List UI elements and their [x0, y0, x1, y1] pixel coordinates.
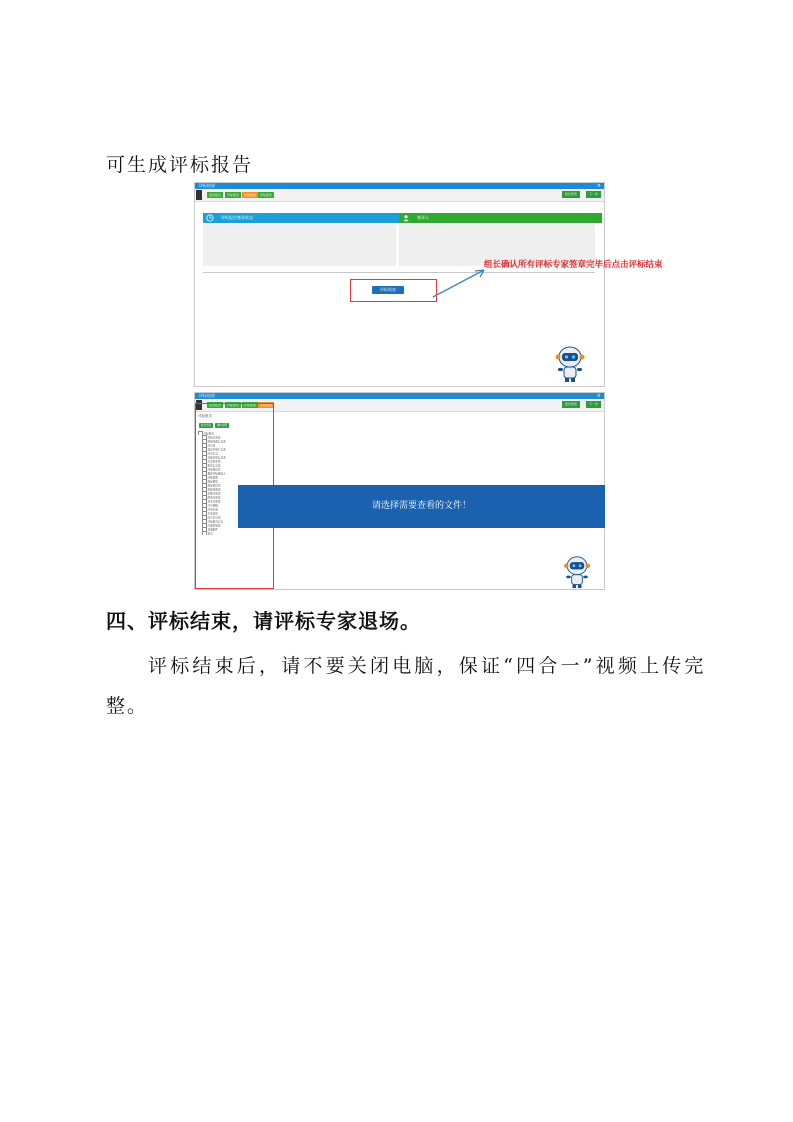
- window-title: 评标结果: [199, 393, 215, 398]
- window-title: 评标结果: [199, 183, 215, 188]
- tree-item-label: 专家签字表: [207, 460, 221, 463]
- app-logo-icon: [196, 190, 202, 200]
- tree-item-label: 初步评审汇总表: [207, 448, 226, 451]
- instructions-button[interactable]: 操作说明: [216, 424, 228, 427]
- tree-item-label: 详细评审汇总表: [207, 456, 226, 459]
- tree-item-label: 报价汇总表: [207, 464, 221, 467]
- tree-item-label: 开标记录表: [207, 436, 221, 439]
- tree-item-label: 综合评分表: [207, 516, 221, 519]
- screenshot-report-status: [194, 182, 605, 387]
- select-file-banner: 请选择需要查看的文件！: [238, 485, 605, 528]
- tab-quote-report[interactable]: 报价报告: [209, 403, 222, 407]
- section-heading: 四、评标结束，请评标专家退场。: [106, 609, 421, 633]
- tree-item-label: 评委签到表: [207, 524, 221, 527]
- signer-panel-title: 签章人: [417, 215, 429, 220]
- annotation-text: 组长确认所有评标专家签章完毕后点击评标结束: [484, 260, 663, 270]
- tree-item-label: 其他附件: [207, 528, 218, 531]
- annotation-arrow-icon: [430, 262, 490, 302]
- next-button[interactable]: 下一步: [586, 191, 601, 198]
- tree-item-label: 评审记录: [207, 508, 218, 511]
- tab-eval-report[interactable]: 评标报告: [260, 193, 273, 197]
- robot-mascot-icon: [555, 345, 585, 383]
- preview-button[interactable]: 报告预览: [562, 191, 580, 198]
- clock-icon: [206, 214, 214, 222]
- body-line-2: 整。: [106, 695, 149, 717]
- signer-panel-header: [399, 213, 602, 223]
- tree-item-label: 专家意见: [207, 512, 218, 515]
- tab-quote-report[interactable]: 报价报告: [209, 193, 222, 197]
- tree-item-label: 评分明细: [207, 504, 218, 507]
- body-line-1: 评标结束后，请不要关闭电脑，保证“四合一”视频上传完: [148, 655, 707, 677]
- divider: [203, 272, 595, 273]
- sign-status-panel-title: 评标报告签章状态: [221, 215, 253, 220]
- tab-result[interactable]: 评标结果: [244, 193, 257, 197]
- tab-result[interactable]: 评标结果: [244, 403, 257, 407]
- tree-item-label: 评分表: [207, 444, 216, 447]
- tree-item-label: 价格评审表: [207, 492, 221, 495]
- tree-item-label: 评标结果: [207, 476, 218, 479]
- report-list-button[interactable]: 报告列表: [200, 424, 212, 427]
- next-button[interactable]: 下一步: [586, 401, 601, 408]
- preview-button[interactable]: 报告预览: [562, 401, 580, 408]
- tree-item-label: 推荐中标候选人: [207, 472, 226, 475]
- tree-item-label: 资格审查汇总表: [207, 440, 226, 443]
- tree-item-label: 评分汇总: [207, 452, 218, 455]
- tree-item-label: 评标报告: [203, 432, 214, 435]
- tab-eval-report[interactable]: 评标报告: [260, 403, 273, 407]
- sign-status-panel-body: [203, 224, 396, 266]
- tree-item-label: 签章: [207, 532, 213, 535]
- user-icon: [402, 214, 410, 222]
- sidebar-title: 评标报告: [198, 414, 212, 418]
- intro-text: 可生成评标报告: [106, 154, 254, 176]
- tree-item-label: 废标情况: [207, 480, 218, 483]
- tab-opening-report[interactable]: 开标报告: [227, 193, 240, 197]
- toolbar: [195, 189, 604, 202]
- close-icon[interactable]: ×: [596, 183, 601, 189]
- tree-item-label: 评标委员会: [207, 468, 221, 471]
- tab-opening-report[interactable]: 开标报告: [227, 403, 240, 407]
- tree-item-label: 投标报价表: [207, 484, 221, 487]
- screenshot-report-view: [194, 392, 605, 590]
- close-icon[interactable]: ×: [596, 393, 601, 399]
- tree-item-label: 技术评审表: [207, 500, 221, 503]
- tree-item-label: 商务评审表: [207, 496, 221, 499]
- tree-item-label: 评标报告汇总: [207, 520, 224, 523]
- robot-mascot-icon: [563, 555, 591, 589]
- finish-evaluation-button[interactable]: 评标结束: [372, 286, 404, 294]
- tree-item-label: 资格审查表: [207, 488, 221, 491]
- sign-status-panel-header: [203, 213, 404, 223]
